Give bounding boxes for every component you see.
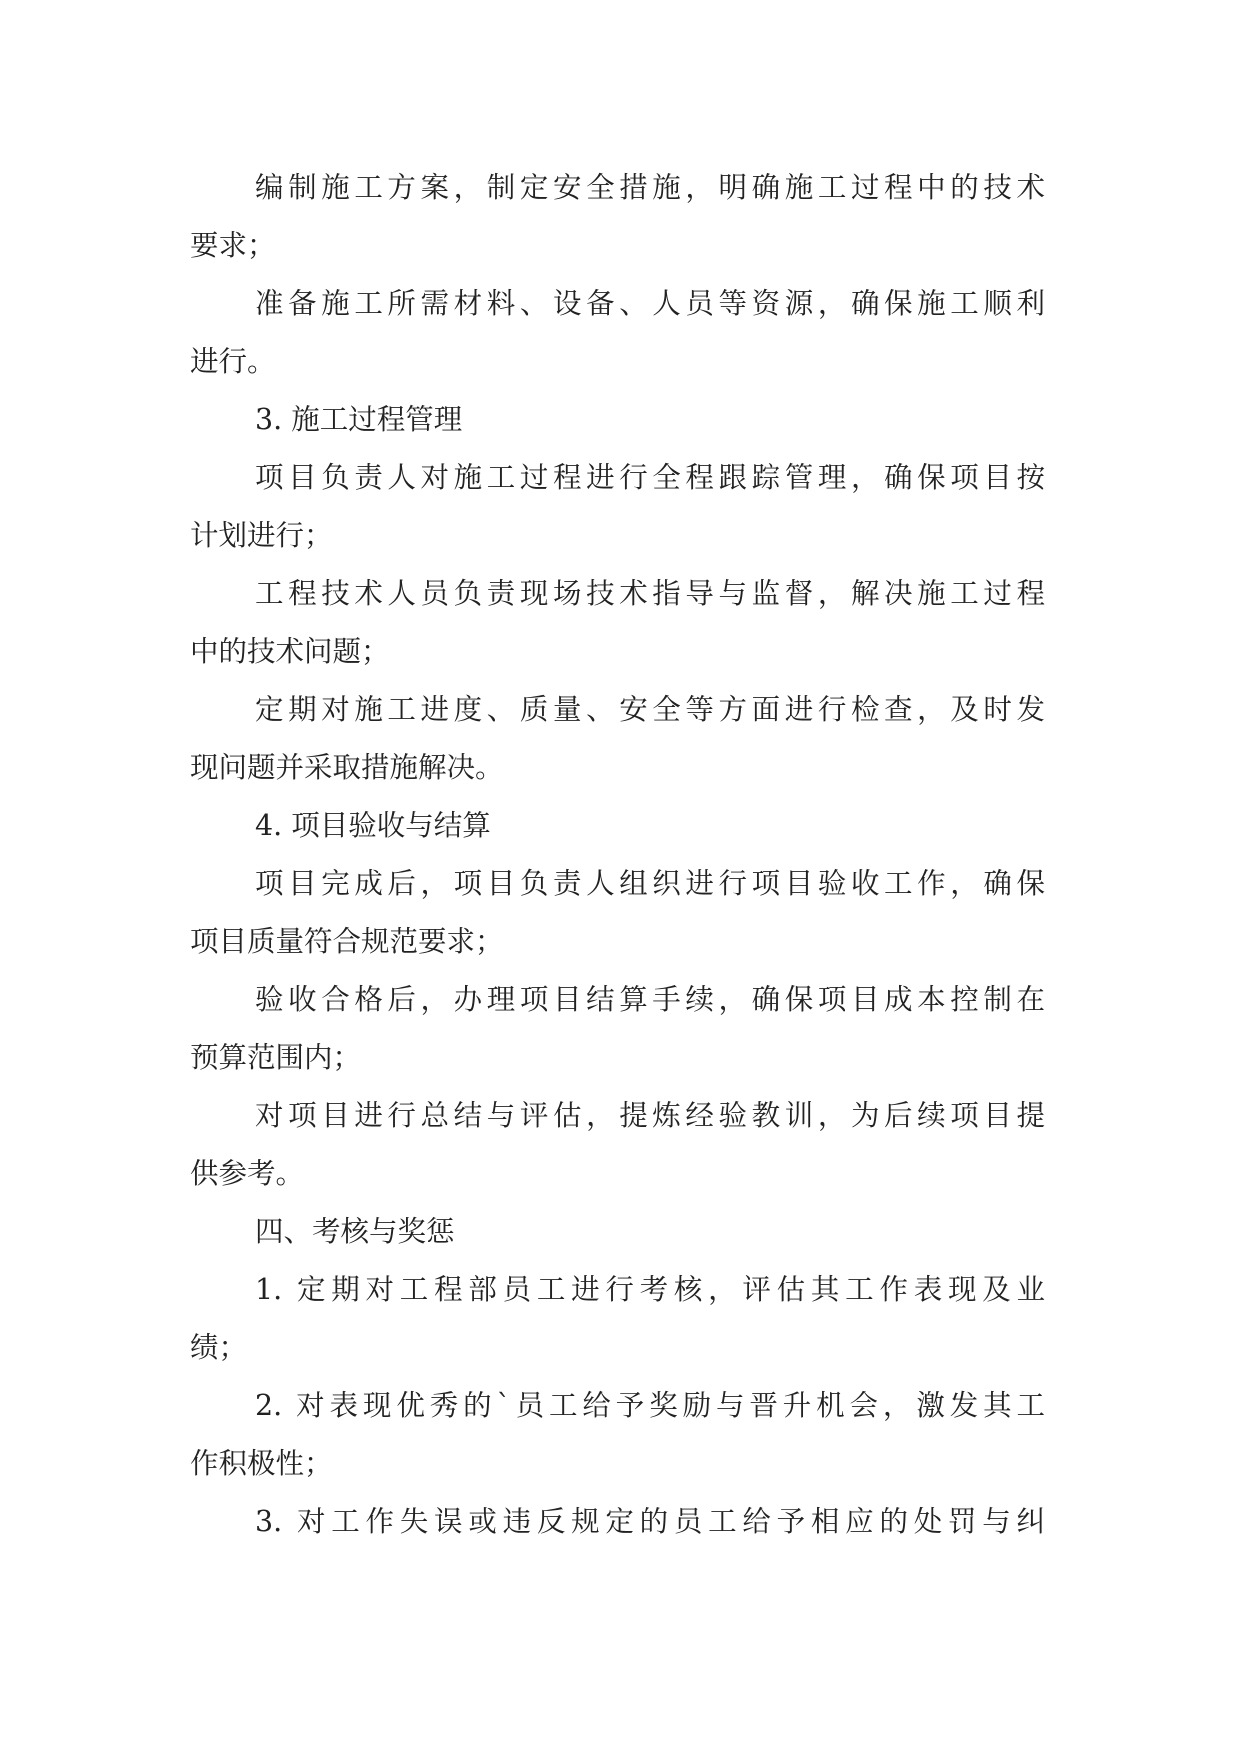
list-item-line: 3. 对工作失误或违反规定的员工给予相应的处罚与纠 [255,1505,1045,1538]
paragraph-line: 预算范围内； [190,1041,362,1074]
paragraph-line: 中的技术问题； [190,635,390,668]
paragraph-line: 编制施工方案，制定安全措施，明确施工过程中的技术 [255,171,1045,204]
paragraph-line: 进行。 [190,345,276,378]
list-item-line: 1. 定期对工程部员工进行考核，评估其工作表现及业 [255,1273,1045,1306]
section-heading: 3. 施工过程管理 [255,403,463,436]
paragraph-line: 定期对施工进度、质量、安全等方面进行检查，及时发 [255,693,1045,726]
paragraph-line: 验收合格后，办理项目结算手续，确保项目成本控制在 [255,983,1045,1016]
list-item-line: 作积极性； [190,1447,333,1480]
paragraph-line: 项目完成后，项目负责人组织进行项目验收工作，确保 [255,867,1045,900]
paragraph-line: 项目质量符合规范要求； [190,925,504,958]
paragraph-line: 工程技术人员负责现场技术指导与监督，解决施工过程 [255,577,1045,610]
section-heading: 4. 项目验收与结算 [255,809,491,842]
chapter-heading: 四、考核与奖惩 [255,1215,455,1248]
list-item-line: 2. 对表现优秀的`员工给予奖励与晋升机会，激发其工 [255,1389,1045,1422]
paragraph-line: 要求； [190,229,276,262]
paragraph-line: 现问题并采取措施解决。 [190,751,504,784]
paragraph-line: 计划进行； [190,519,333,552]
paragraph-line: 对项目进行总结与评估，提炼经验教训，为后续项目提 [255,1099,1045,1132]
paragraph-line: 项目负责人对施工过程进行全程跟踪管理，确保项目按 [255,461,1045,494]
list-item-line: 绩； [190,1331,248,1364]
paragraph-line: 供参考。 [190,1157,305,1190]
paragraph-line: 准备施工所需材料、设备、人员等资源，确保施工顺利 [255,287,1045,320]
